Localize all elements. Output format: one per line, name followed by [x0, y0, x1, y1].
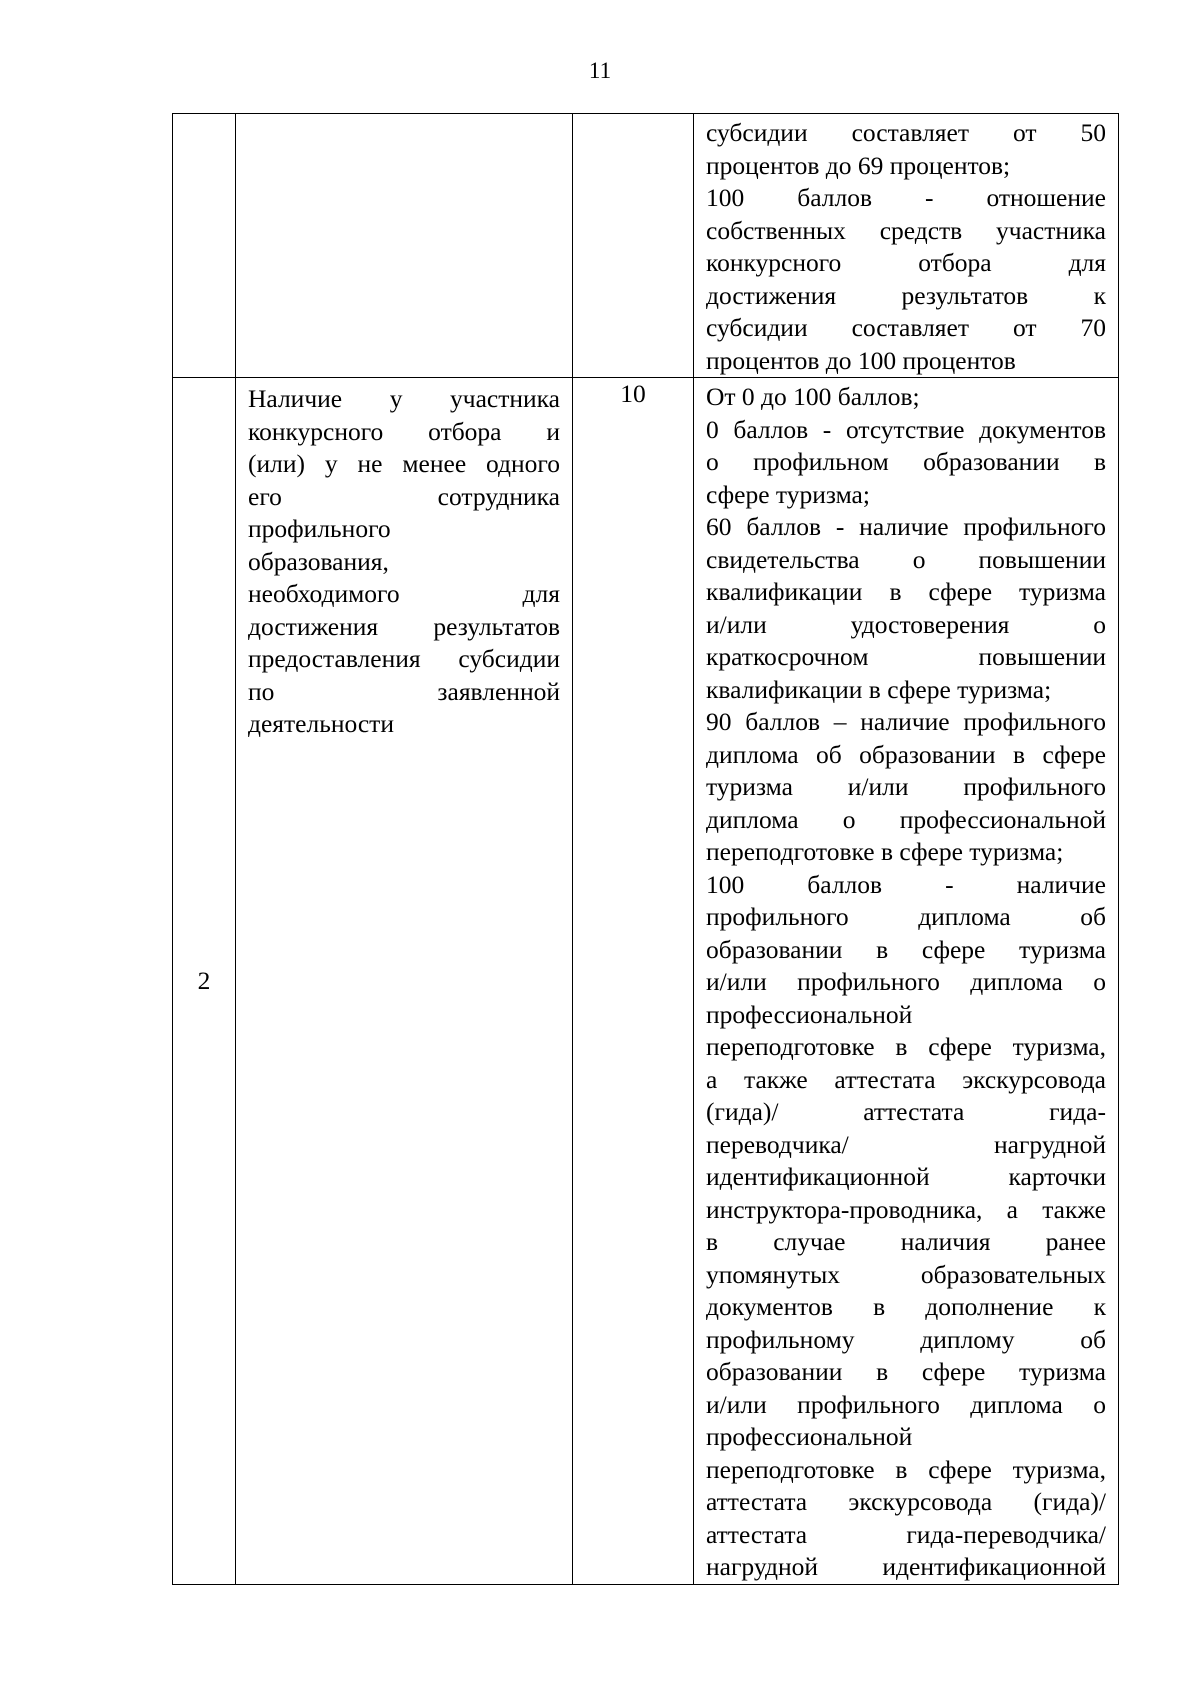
criterion-cell: [236, 114, 573, 378]
text-line: в случае наличия ранее: [706, 1227, 1106, 1256]
text-line: упомянутых образовательных: [706, 1259, 1106, 1289]
text-line: документов в дополнение к: [706, 1292, 1106, 1321]
criteria-table: [172, 113, 1119, 1585]
page-number: 11: [588, 58, 612, 83]
table-row: [173, 114, 1119, 378]
text-line: переподготовке в сфере туризма,: [706, 1032, 1106, 1061]
text-line: субсидии составляет от 50: [706, 118, 1106, 147]
weight-cell: [573, 114, 694, 378]
text-line: идентификационной карточки: [706, 1162, 1106, 1191]
text-line: 0 баллов - отсутствие документов: [706, 414, 1106, 444]
text-line: туризма и/или профильного: [706, 772, 1106, 801]
text-line: профильного: [248, 514, 391, 543]
text-line: свидетельства о повышении: [706, 544, 1106, 574]
text-line: а также аттестата экскурсовода: [706, 1064, 1106, 1094]
text-line: предоставления субсидии: [248, 644, 560, 673]
text-line: диплома о профессиональной: [706, 804, 1106, 834]
scoring-cell: [694, 114, 1119, 378]
row-number-cell: 2: [173, 378, 236, 1585]
text-line: (или) у не менее одного: [248, 449, 560, 478]
text-line: процентов до 69 процентов;: [706, 150, 1011, 180]
text-line: необходимого для: [248, 579, 560, 608]
text-line: переподготовке в сфере туризма;: [706, 837, 1064, 866]
text-line: профильному диплому об: [706, 1324, 1106, 1354]
text-line: процентов до 100 процентов: [706, 345, 1016, 375]
text-line: профессиональной: [706, 1422, 913, 1451]
text-line: 60 баллов - наличие профильного: [706, 512, 1106, 541]
text-line: и/или профильного диплома о: [706, 1389, 1106, 1419]
text-line: достижения результатов к: [706, 280, 1106, 310]
row-number-cell: [173, 114, 236, 378]
text-line: о профильном образовании в: [706, 447, 1106, 476]
text-line: и/или удостоверения о: [706, 609, 1106, 639]
criterion-cell: [236, 378, 573, 1585]
text-line: субсидии составляет от 70: [706, 313, 1106, 342]
text-line: по заявленной: [248, 676, 560, 706]
text-line: переподготовке в сфере туризма,: [706, 1454, 1106, 1484]
text-line: квалификации в сфере туризма: [706, 577, 1106, 606]
text-line: нагрудной идентификационной: [706, 1552, 1106, 1581]
weight-cell: 10: [573, 378, 694, 1585]
text-line: конкурсного отбора для: [706, 248, 1106, 277]
text-line: его сотрудника: [248, 481, 560, 511]
text-line: От 0 до 100 баллов;: [706, 382, 920, 411]
text-line: профильного диплома об: [706, 902, 1106, 931]
text-line: собственных средств участника: [706, 215, 1106, 245]
text-line: 100 баллов - отношение: [706, 183, 1106, 212]
text-line: аттестата экскурсовода (гида)/: [706, 1487, 1106, 1516]
text-line: достижения результатов: [248, 611, 560, 641]
text-line: конкурсного отбора и: [248, 416, 560, 446]
text-line: инструктора-проводника, а также: [706, 1194, 1106, 1224]
text-line: образовании в сфере туризма: [706, 934, 1106, 964]
text-line: (гида)/ аттестата гида-: [706, 1097, 1106, 1126]
text-line: профессиональной: [706, 999, 913, 1029]
text-line: переводчика/ нагрудной: [706, 1129, 1106, 1159]
text-line: сфере туризма;: [706, 479, 870, 509]
text-line: квалификации в сфере туризма;: [706, 674, 1052, 704]
text-line: деятельности: [248, 709, 394, 738]
text-line: 100 баллов - наличие: [706, 869, 1106, 899]
text-line: и/или профильного диплома о: [706, 967, 1106, 996]
text-line: аттестата гида-переводчика/: [706, 1519, 1106, 1549]
text-line: краткосрочном повышении: [706, 642, 1106, 671]
text-line: образовании в сфере туризма: [706, 1357, 1106, 1386]
text-line: образования,: [248, 546, 389, 576]
text-line: 90 баллов – наличие профильного: [706, 707, 1106, 736]
scoring-cell: [694, 378, 1119, 1585]
text-line: Наличие у участника: [248, 384, 560, 413]
table-row: [173, 378, 1119, 1585]
text-line: диплома об образовании в сфере: [706, 739, 1106, 769]
